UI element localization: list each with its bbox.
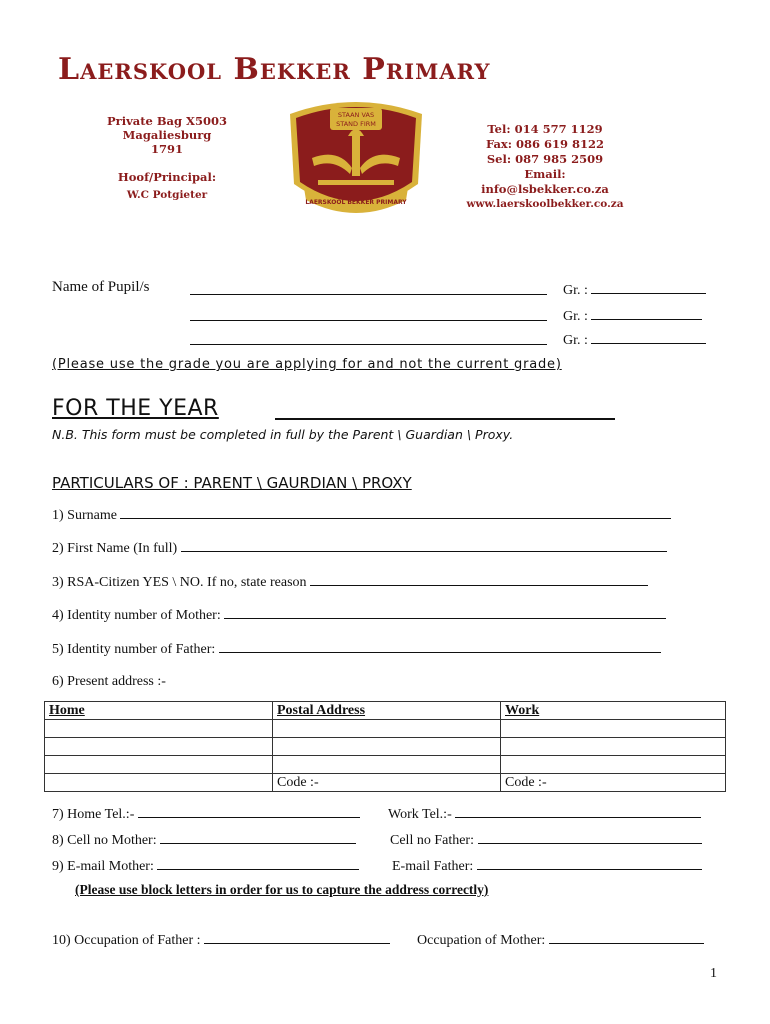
cell-mother-label: 8) Cell no Mother:: [52, 833, 157, 848]
first-name-row: [52, 539, 667, 557]
present-address-label: 6) Present address :-: [52, 674, 166, 689]
work-cell[interactable]: [501, 720, 726, 738]
cell-father-label: Cell no Father:: [390, 833, 474, 848]
work-cell[interactable]: [501, 738, 726, 756]
father-id-field[interactable]: [219, 640, 661, 653]
postal-code-cell[interactable]: Code :-: [273, 774, 501, 792]
principal-label: Hoof/Principal:: [117, 170, 217, 184]
table-row: [45, 774, 726, 792]
mother-id-label: 4) Identity number of Mother:: [52, 608, 221, 623]
postal-cell[interactable]: [273, 756, 501, 774]
father-occupation-label: 10) Occupation of Father :: [52, 933, 201, 948]
table-row: [45, 738, 726, 756]
home-tel-field[interactable]: [138, 805, 360, 818]
grade-label: Gr. :: [563, 309, 588, 324]
pupil-name-label: Name of Pupil/s: [52, 279, 150, 295]
work-tel-row: [388, 805, 701, 823]
work-cell[interactable]: [501, 756, 726, 774]
crest-motto-1: STAAN VAS: [337, 111, 375, 119]
work-code-cell[interactable]: Code :-: [501, 774, 726, 792]
surname-row: [52, 506, 671, 524]
block-letters-note: (Please use block letters in order for us to capture the address correctly): [75, 882, 489, 897]
email-father-field[interactable]: [477, 857, 702, 870]
home-cell[interactable]: [45, 720, 273, 738]
email-father-label: E-mail Father:: [392, 859, 474, 874]
contact-line: Sel: 087 985 2509: [486, 152, 604, 166]
address-table: [44, 701, 726, 792]
postal-cell[interactable]: [273, 720, 501, 738]
school-address: [92, 114, 242, 202]
table-header-row: [45, 702, 726, 720]
principal-name: W.C Potgieter: [126, 189, 208, 201]
crest-banner: LAERSKOOL BEKKER PRIMARY: [305, 199, 407, 206]
surname-field[interactable]: [120, 506, 671, 519]
grade-field-3[interactable]: [591, 331, 706, 344]
home-cell[interactable]: [45, 738, 273, 756]
particulars-heading: PARTICULARS OF : PARENT \ GAURDIAN \ PROXY: [52, 474, 412, 492]
postal-cell[interactable]: [273, 738, 501, 756]
contact-line: www.laerskoolbekker.co.za: [466, 198, 624, 210]
address-line: 1791: [150, 142, 183, 156]
grade-note: (Please use the grade you are applying for and not the current grade): [52, 357, 562, 372]
grade-row-2: [563, 307, 702, 325]
email-mother-field[interactable]: [157, 857, 359, 870]
cell-mother-field[interactable]: [160, 831, 356, 844]
year-title: [52, 396, 219, 421]
home-tel-row: [52, 805, 360, 823]
mother-occupation-row: [417, 931, 704, 949]
work-tel-field[interactable]: [455, 805, 701, 818]
address-line: Magaliesburg: [122, 128, 212, 142]
home-tel-label: 7) Home Tel.:-: [52, 807, 135, 822]
contact-line: Fax: 086 619 8122: [485, 137, 605, 151]
page-number: 1: [710, 966, 717, 981]
cell-mother-row: [52, 831, 356, 849]
cell-father-field[interactable]: [478, 831, 702, 844]
address-line: Private Bag X5003: [107, 114, 227, 128]
pupil-name-field-2[interactable]: [190, 307, 547, 321]
home-cell[interactable]: [45, 756, 273, 774]
email-father-row: [392, 857, 702, 875]
first-name-label: 2) First Name (In full): [52, 541, 178, 556]
pupil-name-field-3[interactable]: [190, 331, 547, 345]
school-contact: [460, 122, 630, 212]
grade-label: Gr. :: [563, 333, 588, 348]
grade-label: Gr. :: [563, 283, 588, 298]
year-field[interactable]: [275, 404, 615, 420]
grade-row-1: [563, 281, 706, 299]
mother-occupation-label: Occupation of Mother:: [417, 933, 546, 948]
grade-field-1[interactable]: [591, 281, 706, 294]
contact-line: Email: info@lsbekker.co.za: [481, 167, 609, 196]
first-name-field[interactable]: [181, 539, 667, 552]
year-title-text: FOR THE YEAR: [52, 396, 219, 421]
crest-motto-2: STAND FIRM: [336, 120, 376, 128]
school-crest: [278, 92, 434, 228]
father-occupation-field[interactable]: [204, 931, 390, 944]
work-tel-label: Work Tel.:-: [388, 807, 452, 822]
citizen-field[interactable]: [310, 573, 648, 586]
col-work: Work: [501, 702, 726, 720]
citizen-row: [52, 573, 648, 591]
email-mother-label: 9) E-mail Mother:: [52, 859, 154, 874]
grade-field-2[interactable]: [591, 307, 702, 320]
table-row: [45, 756, 726, 774]
father-occupation-row: [52, 931, 390, 949]
grade-row-3: [563, 331, 706, 349]
pupil-name-field-1[interactable]: [190, 281, 547, 295]
email-mother-row: [52, 857, 359, 875]
surname-label: 1) Surname: [52, 508, 117, 523]
cell-father-row: [390, 831, 702, 849]
table-row: [45, 720, 726, 738]
completion-note: N.B. This form must be completed in full by the Parent \ Guardian \ Proxy.: [52, 427, 514, 442]
father-id-row: [52, 640, 661, 658]
father-id-label: 5) Identity number of Father:: [52, 642, 216, 657]
home-cell[interactable]: [45, 774, 273, 792]
citizen-label: 3) RSA-Citizen YES \ NO. If no, state reason: [52, 575, 307, 590]
mother-id-row: [52, 606, 666, 624]
contact-line: Tel: 014 577 1129: [487, 122, 603, 136]
col-home: Home: [45, 702, 273, 720]
mother-id-field[interactable]: [224, 606, 666, 619]
school-name: Laerskool Bekker Primary: [58, 52, 491, 87]
col-postal: Postal Address: [273, 702, 501, 720]
mother-occupation-field[interactable]: [549, 931, 704, 944]
